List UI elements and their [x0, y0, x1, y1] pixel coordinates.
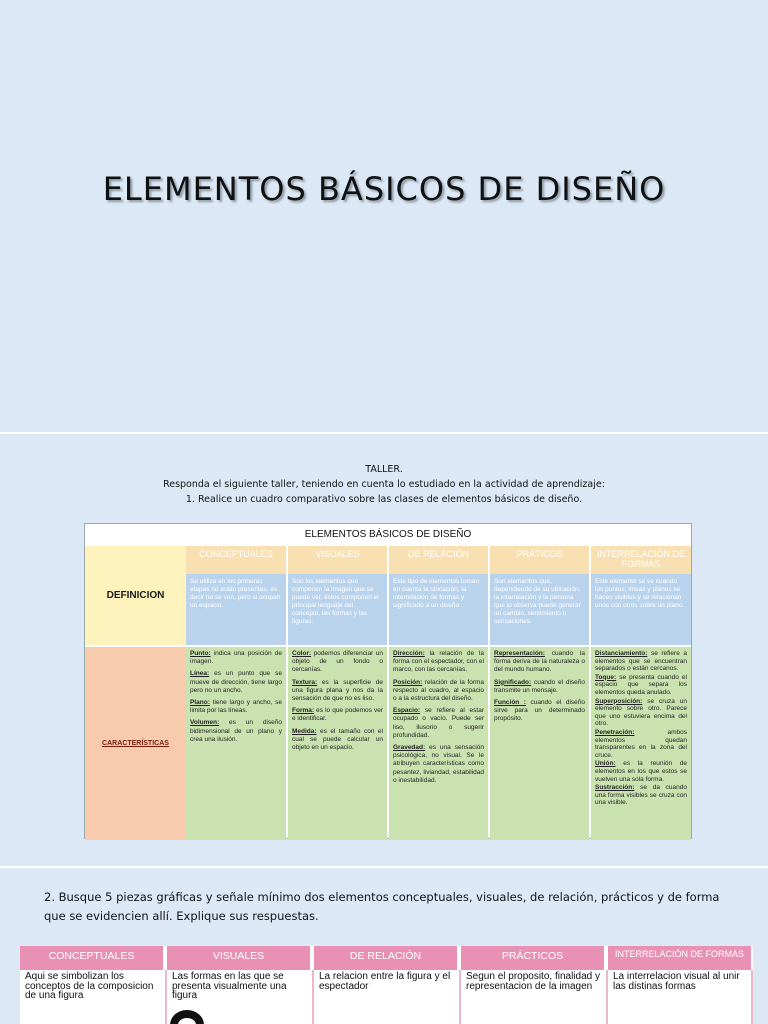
- caracteristica-item: [595, 650, 687, 673]
- table-title: ELEMENTOS BÁSICOS DE DISEÑO: [85, 524, 691, 546]
- taller-slide: [0, 434, 768, 866]
- caracteristica-term: Sustracción:: [595, 784, 635, 792]
- caracteristica-term: Volumen:: [190, 719, 220, 727]
- caracteristica-term: Medida:: [292, 727, 317, 735]
- caracteristica-description: es lo que podemos ver e identificar.: [292, 707, 383, 723]
- caracteristica-term: Plano:: [190, 699, 210, 707]
- caracteristica-item: [595, 674, 687, 697]
- caracteristica-item: [393, 707, 484, 740]
- pieces-cell-practicos: Segun el proposito, finalidad y representacion de la imagen: [461, 970, 608, 1024]
- caracteristicas-de-relacion: [389, 647, 488, 840]
- caracteristica-term: Gravedad:: [393, 744, 426, 752]
- caracteristicas-interrelacion: [591, 647, 691, 840]
- caracteristica-item: [292, 679, 383, 704]
- caracteristica-item: [494, 679, 585, 695]
- caracteristica-item: [393, 679, 484, 704]
- caracteristica-description: es un punto que se mueve de dirección, tiene largo pero no un ancho.: [190, 670, 282, 694]
- col-header-de-relacion: DE RELACIÓN: [389, 546, 488, 574]
- caracteristica-item: [393, 650, 484, 675]
- caracteristica-description: relación de la forma respecto al cuadro, al espacio o a la estructura del diseño.: [393, 678, 484, 703]
- caracteristica-description: es el tamaño con el cual se puede calcular un objeto en un espacio.: [292, 727, 383, 752]
- taller-instruction: Responda el siguiente taller, teniendo en cuenta lo estudiado en la actividad de aprendizaje:: [163, 479, 605, 490]
- caracteristica-term: Representación:: [494, 650, 545, 657]
- caracteristica-term: Significado:: [494, 678, 532, 686]
- caracteristica-item: [595, 698, 687, 728]
- caracteristica-description: cuando la forma deriva de la naturaleza o del mundo humano.: [494, 650, 585, 674]
- col-header-interrelacion: INTERRELACIÓN DE FORMAS: [591, 546, 691, 574]
- caracteristica-term: Textura:: [292, 678, 318, 686]
- col-header-practicos: PRÁTICOS: [490, 546, 589, 574]
- caracteristica-item: [292, 650, 383, 675]
- pieces-cell-conceptuales: Aqui se simbolizan los conceptos de la composicion de una figura: [20, 970, 167, 1024]
- slide-title: ELEMENTOS BÁSICOS DE DISEÑO: [102, 170, 666, 208]
- pieces-header-interrelacion: INTERRELACIÓN DE FORMAS: [608, 946, 753, 970]
- caracteristica-item: [190, 650, 282, 666]
- pieces-header-practicos: PRÁCTICOS: [461, 946, 606, 970]
- caracteristica-description: tiene largo y ancho, se limita por las líneas.: [190, 699, 282, 715]
- definicion-de-relacion: Este tipo de elementos toman en cuenta la ubicación, la interrelación de formas y significado a un diseño.: [389, 574, 488, 645]
- caracteristica-term: Espacio:: [393, 707, 421, 715]
- caracteristicas-conceptuales: [186, 647, 286, 840]
- caracteristica-description: indica una posición de imagen.: [190, 650, 282, 666]
- caracteristica-item: [190, 670, 282, 695]
- caracteristica-description: es la reunión de elementos en los que estos se vuelven una sola forma.: [595, 760, 687, 783]
- row-label-definicion: DEFINICION: [85, 546, 186, 645]
- definicion-conceptuales: Se utiliza en los primeras etapas no están presentes, es decir no se ven, pero si ocupan un espacio.: [186, 574, 286, 645]
- caracteristica-description: la relación de la forma con el espectador, con el marco, con las cercanías.: [393, 650, 484, 674]
- row-label-caracteristicas: CARACTERÍSTICAS: [85, 647, 186, 840]
- taller-heading: TALLER.: [365, 464, 403, 475]
- caracteristica-term: Punto:: [190, 650, 211, 657]
- caracteristica-description: es un diseño bidimensional de un plano y crea una ilusión.: [190, 719, 282, 743]
- caracteristica-item: [393, 744, 484, 785]
- pieces-header-conceptuales: CONCEPTUALES: [20, 946, 165, 970]
- question-slide: [0, 868, 768, 1024]
- caracteristica-term: Distanciamiento:: [595, 650, 648, 657]
- caracteristica-description: se refiere al estar ocupado o vacío. Puede ser liso, ilusorio o sugerir profundidad.: [393, 707, 484, 739]
- caracteristica-term: Posición:: [393, 678, 423, 686]
- caracteristica-item: [494, 650, 585, 675]
- caracteristica-item: [595, 784, 687, 807]
- caracteristica-item: [595, 760, 687, 783]
- taller-question-1: 1. Realice un cuadro comparativo sobre las clases de elementos básicos de diseño.: [185, 494, 583, 505]
- caracteristica-item: [292, 707, 383, 723]
- caracteristica-term: Forma:: [292, 707, 315, 715]
- caracteristica-term: Línea:: [190, 670, 210, 678]
- caracteristica-description: es una sensación psicológica, no visual. Se le atribuyen características como pesantez, liviandad, estabilidad o inestabilidad.: [393, 744, 484, 784]
- caracteristica-item: [494, 699, 585, 724]
- caracteristica-term: Toque:: [595, 673, 617, 681]
- pieces-header-visuales: VISUALES: [167, 946, 312, 970]
- comparison-table: [84, 523, 692, 839]
- pieces-table: [20, 946, 753, 1024]
- pieces-cell-interrelacion: La interrelacion visual al unir las distinas formas: [608, 970, 753, 1024]
- caracteristica-term: Superposición:: [595, 697, 643, 705]
- definicion-interrelacion: Este elemento se ve cuando los puntos, líneas y planos se hacen visibles y se relacionan unos con otros sobre un plano.: [591, 574, 691, 645]
- caracteristica-description: cuando el diseño transmite un mensaje.: [494, 678, 585, 694]
- caracteristica-term: Dirección:: [393, 650, 425, 657]
- caracteristica-term: Color:: [292, 650, 312, 657]
- title-slide: [0, 0, 768, 432]
- caracteristica-description: se da cuando una forma visibles se cruza con una visible.: [595, 784, 687, 807]
- caracteristicas-practicos: [490, 647, 589, 840]
- caracteristica-description: podemos diferenciar un objeto de un fondo o cercanías.: [292, 650, 383, 674]
- caracteristica-description: cuando el diseño sirve para un determinado propósito.: [494, 699, 585, 723]
- caracteristica-item: [190, 719, 282, 744]
- question-2: 2. Busque 5 piezas gráficas y señale mínimo dos elementos conceptuales, visuales, de relación, prácticos y de forma que se evidencien allí. Explique sus respuestas.: [44, 890, 720, 923]
- taller-instructions: [0, 462, 768, 507]
- caracteristica-term: Penetración:: [595, 728, 635, 736]
- definicion-practicos: Son elementos que, dependiendo de su ubicación, la interrelación y la persona que lo observa puede generar un cambio, sentimiento o sensaciones.: [490, 574, 589, 645]
- caracteristica-description: ambos elementos quedan transparentes en la zona del cruce.: [595, 728, 687, 759]
- caracteristica-term: Unión:: [595, 760, 616, 768]
- caracteristica-item: [595, 729, 687, 759]
- caracteristica-description: se cruza un elemento sobre otro. Parece que uno estuviera encima del otro.: [595, 697, 687, 728]
- caracteristica-item: [190, 699, 282, 715]
- caracteristica-description: se presenta cuando el espacio que separa los elementos queda anulado.: [595, 673, 687, 696]
- caracteristicas-visuales: [288, 647, 387, 840]
- definicion-visuales: Son los elementos que componen la imagen que se puede ver, éstos componen el principal lenguaje del concepto, las formas y las figuras.: [288, 574, 387, 645]
- pieces-cell-visuales: Las formas en las que se presenta visualmente una figura: [167, 970, 314, 1024]
- col-header-conceptuales: CONCEPTUALES: [186, 546, 286, 574]
- caracteristica-item: [292, 728, 383, 753]
- col-header-visuales: VISUALES: [288, 546, 387, 574]
- caracteristica-description: es la superficie de una figura plana y nos da la sensación de que no es liso.: [292, 678, 383, 703]
- pieces-header-de-relacion: DE RELACIÓN: [314, 946, 459, 970]
- caracteristica-description: se refiere a elementos que se encuentran separados o están cercanos.: [595, 650, 687, 673]
- pieces-cell-de-relacion: La relacion entre la figura y el espectador: [314, 970, 461, 1024]
- caracteristica-term: Función :: [494, 699, 526, 707]
